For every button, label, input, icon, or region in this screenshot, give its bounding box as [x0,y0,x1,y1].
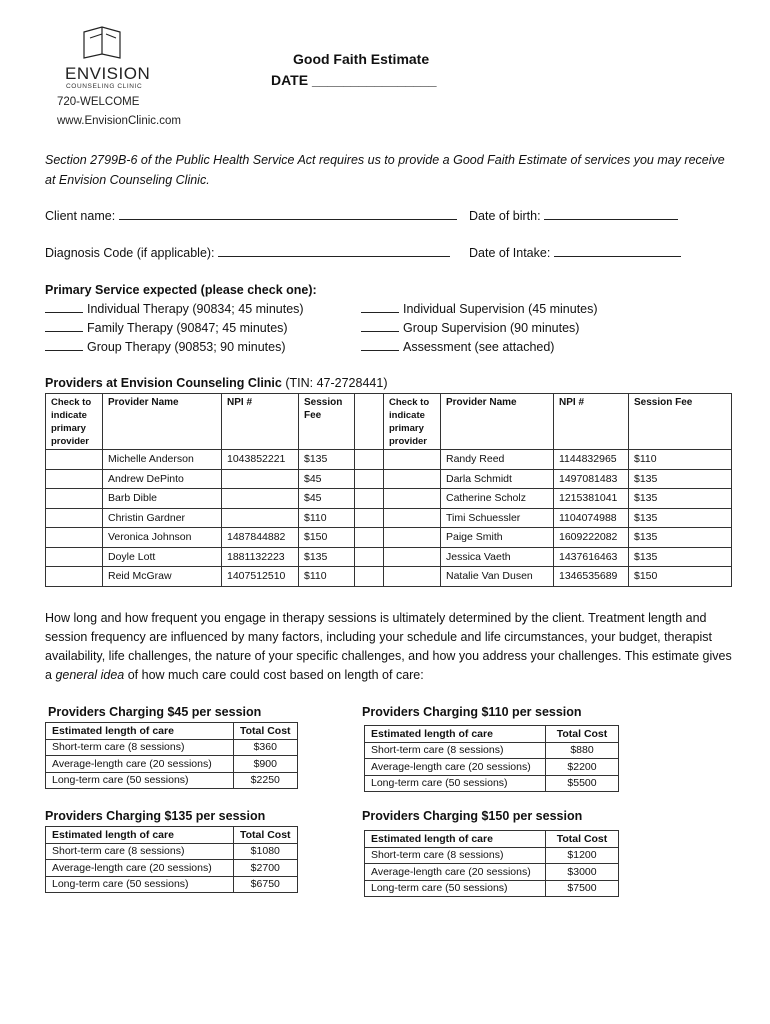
table-row [46,772,298,789]
primary-checkbox[interactable] [384,528,441,548]
col-gap [355,394,384,450]
clinic-website[interactable]: www.EnvisionClinic.com [57,115,181,127]
care-length: Long-term care (50 sessions) [365,880,546,897]
intake-field[interactable] [469,244,681,260]
table-row [46,756,298,773]
paragraph-text: How long and how frequent you engage in therapy sessions is ultimately determined by the client. Treatment length and session frequency are influenced by many factors, including your schedule and life circumstances, your budget, therapist availability, life challenges, the nature of your specific challenges, and how you address your challenges. This estimate gives a [45,611,732,682]
provider-name: Paige Smith [441,528,554,548]
col-gap [355,469,384,489]
provider-npi: 1881132223 [222,547,299,567]
provider-npi: 1346535689 [554,567,629,587]
provider-name: Darla Schmidt [441,469,554,489]
care-cost: $7500 [546,880,619,897]
total-header: Total Cost [234,723,298,740]
client-name-field[interactable] [45,207,457,223]
care-cost: $3000 [546,864,619,881]
table-row [365,742,619,759]
care-cost: $2250 [234,772,298,789]
col-gap [355,567,384,587]
length-header: Estimated length of care [365,726,546,743]
care-length: Short-term care (8 sessions) [365,847,546,864]
primary-checkbox[interactable] [384,547,441,567]
table-row [365,775,619,792]
cost-title-135: Providers Charging $135 per session [45,809,266,823]
provider-name: Barb Dible [103,489,222,509]
logo-name: ENVISION [65,64,151,83]
provider-name: Reid McGraw [103,567,222,587]
total-header: Total Cost [546,831,619,848]
date-label: DATE ________________ [271,72,437,88]
dob-blank[interactable] [544,207,678,220]
care-cost: $1200 [546,847,619,864]
provider-name: Randy Reed [441,450,554,470]
care-length: Long-term care (50 sessions) [46,876,234,893]
provider-fee: $135 [629,489,732,509]
provider-name: Christin Gardner [103,508,222,528]
col-gap [355,547,384,567]
table-row [46,860,298,877]
diagnosis-label: Diagnosis Code (if applicable): [45,246,215,260]
service-option[interactable] [361,319,598,338]
col-npi-header: NPI # [554,394,629,450]
service-option[interactable] [45,338,304,357]
provider-npi: 1407512510 [222,567,299,587]
col-name-header: Provider Name [441,394,554,450]
providers-tin: (TIN: 47-2728441) [285,376,388,390]
care-cost: $880 [546,742,619,759]
provider-fee: $135 [629,508,732,528]
care-length: Short-term care (8 sessions) [46,739,234,756]
primary-checkbox[interactable] [384,469,441,489]
provider-name: Timi Schuessler [441,508,554,528]
col-gap [355,528,384,548]
provider-fee: $45 [299,489,355,509]
care-length: Short-term care (8 sessions) [46,843,234,860]
provider-fee: $110 [299,508,355,528]
total-header: Total Cost [234,827,298,844]
primary-checkbox[interactable] [384,450,441,470]
table-row [46,739,298,756]
intake-blank[interactable] [554,244,681,257]
care-cost: $2700 [234,860,298,877]
primary-checkbox[interactable] [46,450,103,470]
book-logo-icon [80,24,124,62]
service-label: Group Therapy (90853; 90 minutes) [87,340,286,354]
client-name-blank[interactable] [119,207,457,220]
cost-header-row [365,726,619,743]
explanation-paragraph [45,609,735,685]
table-row [46,843,298,860]
intake-label: Date of Intake: [469,246,551,260]
table-row [46,508,732,528]
provider-npi [222,469,299,489]
cost-table-135 [45,826,298,893]
provider-npi: 1104074988 [554,508,629,528]
service-label: Individual Supervision (45 minutes) [403,302,598,316]
care-cost: $6750 [234,876,298,893]
care-cost: $900 [234,756,298,773]
care-length: Long-term care (50 sessions) [46,772,234,789]
col-fee-header: Session Fee [299,394,355,450]
provider-fee: $110 [299,567,355,587]
col-gap [355,489,384,509]
provider-fee: $135 [299,547,355,567]
service-option[interactable] [361,338,598,357]
table-row [46,528,732,548]
provider-npi: 1437616463 [554,547,629,567]
service-checkbox[interactable] [45,319,83,332]
table-row [46,876,298,893]
service-checkbox[interactable] [45,300,83,313]
provider-fee: $45 [299,469,355,489]
cost-title-45: Providers Charging $45 per session [48,705,262,719]
col-check-header: Check to indicate primary provider [384,394,441,450]
service-label: Family Therapy (90847; 45 minutes) [87,321,288,335]
service-option[interactable] [45,319,304,338]
provider-name: Natalie Van Dusen [441,567,554,587]
service-option[interactable] [361,300,598,319]
provider-name: Andrew DePinto [103,469,222,489]
provider-npi: 1144832965 [554,450,629,470]
table-row [365,759,619,776]
col-gap [355,508,384,528]
cost-table-110 [364,725,619,792]
primary-checkbox[interactable] [384,567,441,587]
cost-title-110: Providers Charging $110 per session [362,705,582,719]
provider-fee: $135 [299,450,355,470]
cost-table-150 [364,830,619,897]
intro-text: Section 2799B-6 of the Public Health Service Act requires us to provide a Good Faith Estimate of services you may receive at Envision Counseling Clinic. [45,153,725,187]
table-row [46,469,732,489]
provider-npi: 1497081483 [554,469,629,489]
provider-npi [222,489,299,509]
primary-checkbox[interactable] [384,508,441,528]
care-length: Average-length care (20 sessions) [46,756,234,773]
col-check-header: Check to indicate primary provider [46,394,103,450]
provider-npi: 1043852221 [222,450,299,470]
service-label: Group Supervision (90 minutes) [403,321,580,335]
logo-subtitle: COUNSELING CLINIC [66,83,143,90]
table-row [46,489,732,509]
care-cost: $2200 [546,759,619,776]
provider-fee: $150 [299,528,355,548]
care-cost: $360 [234,739,298,756]
care-length: Average-length care (20 sessions) [365,864,546,881]
paragraph-text-end: of how much care could cost based on length of care: [124,668,424,682]
primary-checkbox[interactable] [384,489,441,509]
clinic-phone: 720-WELCOME [57,96,140,108]
provider-name: Doyle Lott [103,547,222,567]
table-row [365,880,619,897]
table-row [365,864,619,881]
provider-name: Veronica Johnson [103,528,222,548]
primary-checkbox[interactable] [46,508,103,528]
care-cost: $1080 [234,843,298,860]
cost-header-row [46,723,298,740]
provider-name: Catherine Scholz [441,489,554,509]
table-row [46,450,732,470]
service-checkbox[interactable] [361,300,399,313]
table-row [365,847,619,864]
dob-label: Date of birth: [469,209,541,223]
provider-npi: 1609222082 [554,528,629,548]
length-header: Estimated length of care [46,723,234,740]
primary-checkbox[interactable] [46,489,103,509]
col-npi-header: NPI # [222,394,299,450]
provider-name: Michelle Anderson [103,450,222,470]
care-length: Average-length care (20 sessions) [46,860,234,877]
provider-npi: 1487844882 [222,528,299,548]
services-heading: Primary Service expected (please check one): [45,283,317,297]
primary-checkbox[interactable] [46,469,103,489]
providers-table [45,393,732,587]
table-row [46,567,732,587]
services-left-list [45,300,304,357]
length-header: Estimated length of care [46,827,234,844]
paragraph-emphasis: general idea [55,668,125,682]
providers-header-row [46,394,732,450]
provider-name: Jessica Vaeth [441,547,554,567]
service-label: Assessment (see attached) [403,340,555,354]
client-name-label: Client name: [45,209,116,223]
service-checkbox[interactable] [45,338,83,351]
care-length: Short-term care (8 sessions) [365,742,546,759]
page-title: Good Faith Estimate [293,51,430,67]
provider-fee: $135 [629,547,732,567]
service-checkbox[interactable] [361,338,399,351]
provider-fee: $135 [629,528,732,548]
service-checkbox[interactable] [361,319,399,332]
provider-npi [222,508,299,528]
col-name-header: Provider Name [103,394,222,450]
services-right-list [361,300,598,357]
total-header: Total Cost [546,726,619,743]
primary-checkbox[interactable] [46,567,103,587]
providers-title: Providers at Envision Counseling Clinic [45,376,282,390]
cost-table-45 [45,722,298,789]
cost-header-row [46,827,298,844]
providers-heading [45,376,387,390]
col-gap [355,450,384,470]
cost-title-150: Providers Charging $150 per session [362,809,583,823]
service-option[interactable] [45,300,304,319]
provider-fee: $150 [629,567,732,587]
diagnosis-field[interactable] [45,244,450,260]
primary-checkbox[interactable] [46,547,103,567]
table-row [46,547,732,567]
col-fee-header: Session Fee [629,394,732,450]
diagnosis-blank[interactable] [218,244,450,257]
care-length: Average-length care (20 sessions) [365,759,546,776]
care-length: Long-term care (50 sessions) [365,775,546,792]
provider-fee: $110 [629,450,732,470]
care-cost: $5500 [546,775,619,792]
dob-field[interactable] [469,207,678,223]
service-label: Individual Therapy (90834; 45 minutes) [87,302,304,316]
provider-npi: 1215381041 [554,489,629,509]
cost-header-row [365,831,619,848]
provider-fee: $135 [629,469,732,489]
length-header: Estimated length of care [365,831,546,848]
primary-checkbox[interactable] [46,528,103,548]
